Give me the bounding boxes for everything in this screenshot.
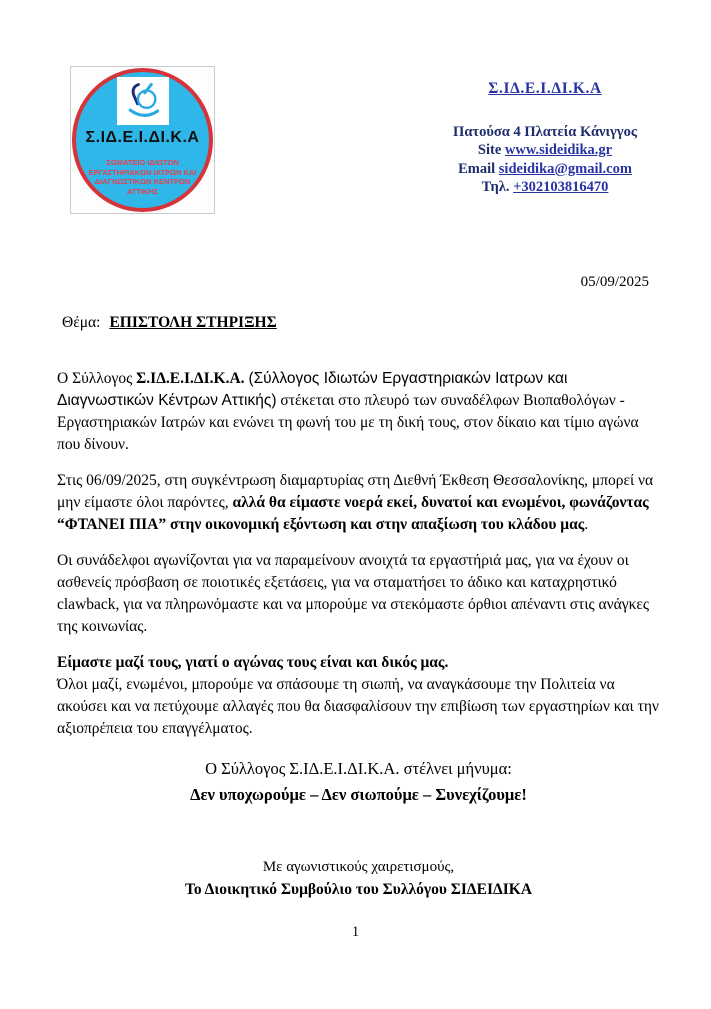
paragraph-struggle: Οι συνάδελφοι αγωνίζονται για να παραμείνουν ανοιχτά τα εργαστήριά μας, για να έχουν οι ασθενείς πρόσβαση σε ποιοτικές εξετάσεις, για να σταματήσει το άδικο και καταχρηστικό clawback, για να πληρωνόμαστε και να μπορούμε να στεκόμαστε όρθιοι απέναντι στις ανάγκες της κοινωνίας.: [57, 552, 650, 635]
phone-link[interactable]: +302103816470: [513, 179, 609, 195]
paragraph-solidarity-bold: Είμαστε μαζί τους, γιατί ο αγώνας τους είναι και δικός μας.: [57, 654, 449, 671]
email-link[interactable]: sideidika@gmail.com: [498, 160, 632, 177]
logo-acronym: Σ.ΙΔ.Ε.Ι.ΔΙ.Κ.Α: [85, 129, 200, 146]
org-fullname-paren: (Σύλλογος Ιδιωτών Εργαστηριακών Ιατρων και Διαγνωστικών Κέντρων Αττικής): [57, 370, 568, 409]
email-line: [423, 160, 667, 179]
phone-line: [423, 178, 667, 197]
signature-board: Το Διοικητικό Συμβούλιο του Συλλόγου ΣΙΔΕΙΔΙΚΑ: [184, 881, 533, 898]
message-intro: Ο Σύλλογος Σ.ΙΔ.Ε.Ι.ΔΙ.Κ.Α. στέλνει μήνυμα:: [205, 759, 512, 778]
paragraph-rally: Στις 06/09/2025, στη συγκέντρωση διαμαρτυρίας στη Διεθνή Έκθεση Θεσσαλονίκης, μπορεί να μην είμαστε όλοι παρόντες, αλλά θα είμαστε νοερά εκεί, δυνατοί και ενωμένοι, φωνάζοντας “ΦΤΑΝΕΙ ΠΙΑ” στην οικονομική εξόντωση και στην απαξίωση του κλάδου μας.: [57, 472, 654, 533]
page-number: 1: [351, 924, 360, 940]
logo-subtitle-line: ΔΙΑΓΝΩΣΤΙΚΩΝ ΚΕΝΤΡΩΝ: [94, 177, 191, 186]
org-acronym-bold: Σ.ΙΔ.Ε.Ι.ΔΙ.Κ.Α.: [136, 370, 245, 387]
org-logo-circle: [72, 68, 213, 212]
org-name-link[interactable]: Σ.ΙΔ.Ε.Ι.ΔΙ.Κ.Α: [488, 80, 602, 97]
phone-label: Τηλ.: [481, 179, 510, 195]
logo-subtitle-line: ΕΡΓΑΣΤΗΡΙΑΚΩΝ ΙΑΤΡΩΝ ΚΑΙ: [88, 167, 197, 177]
email-label: Email: [458, 160, 496, 177]
subject-value: ΕΠΙΣΤΟΛΗ ΣΤΗΡΙΞΗΣ: [109, 314, 277, 331]
site-label: Site: [477, 142, 502, 158]
logo-subtitle-line: ΑΤΤΙΚΗΣ: [126, 186, 159, 196]
subject-line: [62, 314, 277, 332]
header-contact-block: [423, 80, 667, 197]
paragraph-intro: Ο Σύλλογος Σ.ΙΔ.Ε.Ι.ΔΙ.Κ.Α. (Σύλλογος Ιδιωτών Εργαστηριακών Ιατρων και Διαγνωστικών Κέντρων Αττικής) στέκεται στο πλευρό των συναδέλφων Βιοπαθολόγων - Εργαστηριακών Ιατρών και ενώνει τη φωνή του με τη δική τους, στον δίκαιο και τίμιο αγώνα που δίνουν.: [57, 370, 639, 453]
closing-salutation: Με αγωνιστικούς χαιρετισμούς,: [262, 859, 455, 875]
letter-date: 05/09/2025: [580, 274, 649, 290]
microscope-icon: [117, 77, 169, 125]
paragraph-unity: Όλοι μαζί, ενωμένοι, μπορούμε να σπάσουμε τη σιωπή, να αναγκάσουμε την Πολιτεία να ακούσει και να πετύχουμε αλλαγές που θα διασφαλίσουν την επιβίωση των εργαστηρίων και την αξιοπρέπεια του επαγγέλματος.: [57, 676, 659, 737]
letter-body: [57, 368, 660, 901]
org-logo: [70, 66, 215, 214]
logo-subtitle-line: ΣΩΜΑΤΕΙΟ ΙΔΙΩΤΩΝ: [106, 158, 179, 167]
site-link[interactable]: www.sideidika.gr: [504, 142, 613, 158]
subject-label: Θέμα:: [62, 314, 101, 331]
logo-subtitle: [76, 158, 209, 196]
rally-emphasis: αλλά θα είμαστε νοερά εκεί, δυνατοί και ενωμένοι, φωνάζοντας “ΦΤΑΝΕΙ ΠΙΑ” στην οικονομική εξόντωση και στην απαξίωση του κλάδου μας: [57, 494, 649, 533]
org-address: Πατούσα 4 Πλατεία Κάνιγγος: [453, 123, 637, 140]
site-line: [423, 141, 667, 160]
message-slogan: Δεν υποχωρούμε – Δεν σιωπούμε – Συνεχίζουμε!: [190, 785, 527, 804]
